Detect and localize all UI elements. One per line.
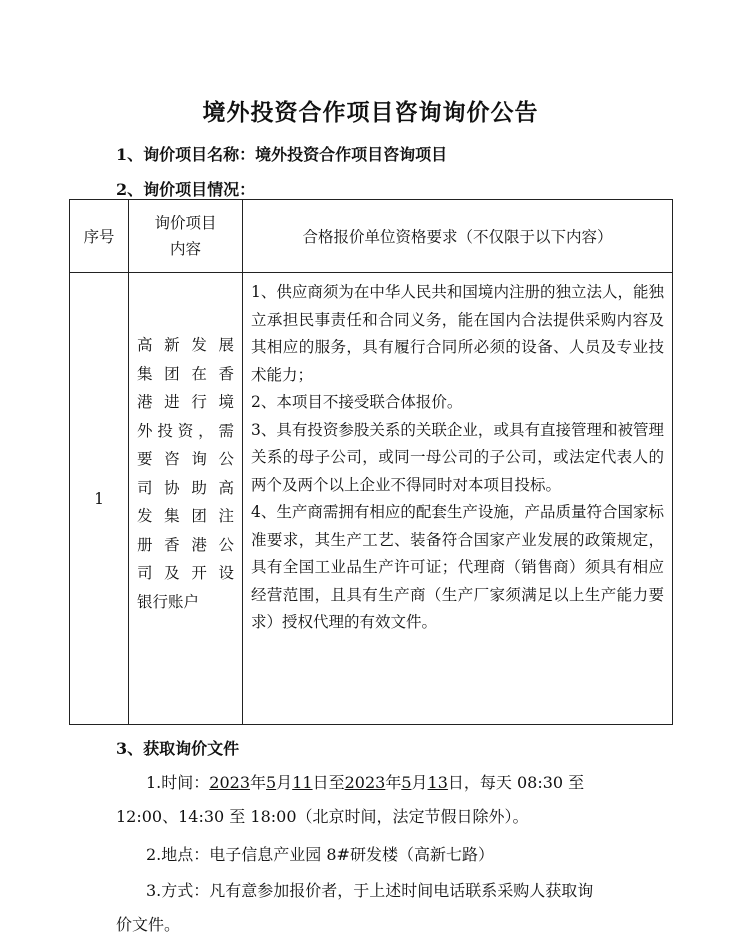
end-month: 5 [401, 773, 412, 792]
item-line: 高新发展 [137, 336, 234, 354]
text-month: 月 [276, 773, 293, 792]
start-year: 2023 [209, 773, 250, 792]
header-item [129, 200, 243, 273]
section-2-heading: 2、询价项目情况： [116, 180, 256, 199]
requirement-3: 3、具有投资参股关系的关联企业，或具有直接管理和被管理关系的母子公司，或同一母公司的子公司，或法定代表人的两个及两个以上企业不得同时对本项目投标。 [251, 420, 664, 494]
page-title: 境外投资合作项目咨询询价公告 [202, 99, 539, 126]
item-line: 发集团注 [137, 507, 234, 525]
text-month: 月 [411, 773, 428, 792]
time-line-1 [146, 770, 584, 793]
header-requirements: 合格报价单位资格要求（不仅限于以下内容） [243, 200, 673, 273]
end-year: 2023 [344, 773, 386, 792]
method-line-1: 3.方式：凡有意参加报价者，于上述时间电话联系采购人获取询 [146, 881, 594, 900]
table-header-row [70, 200, 673, 273]
header-item-line1: 询价项目 [154, 214, 217, 232]
time-prefix: 1.时间： [146, 773, 210, 792]
text-year: 年 [250, 773, 267, 792]
header-seq: 序号 [70, 200, 129, 273]
time-line-2: 12:00、14:30 至 18:00（北京时间，法定节假日除外）。 [116, 807, 529, 826]
item-line: 司及开设 [137, 564, 234, 582]
end-day: 13 [427, 773, 448, 792]
item-line: 要咨询公 [137, 450, 234, 468]
item-line: 港进行境 [137, 393, 234, 411]
start-day: 11 [292, 773, 313, 792]
item-line: 集团在香 [137, 364, 234, 383]
text-daily-hours: 日，每天 08:30 至 [447, 773, 585, 792]
section-3-heading: 3、获取询价文件 [116, 739, 240, 758]
requirement-4: 4、生产商需拥有相应的配套生产设施，产品质量符合国家标准要求，其生产工艺、装备符合国家产业发展的政策规定，具有全国工业品生产许可证；代理商（销售商）须具有相应经营范围，且具有生产商（生产厂家须满足以上生产能力要求）授权代理的有效文件。 [251, 503, 664, 631]
item-line: 银行账户 [137, 592, 200, 611]
location-line: 2.地点：电子信息产业园 8#研发楼（高新七路） [146, 845, 494, 864]
row-item-content [129, 273, 243, 725]
header-item-line2: 内容 [169, 240, 201, 258]
section-1-project-name: 1、询价项目名称：境外投资合作项目咨询项目 [116, 145, 448, 164]
text-day-to: 日至 [312, 773, 345, 792]
item-line: 司协助高 [137, 478, 234, 497]
item-line: 册香港公 [137, 535, 234, 554]
row-requirements [243, 273, 673, 725]
text-year: 年 [385, 773, 402, 792]
requirement-2: 2、本项目不接受联合体报价。 [251, 393, 463, 411]
requirements-table [69, 199, 673, 725]
method-line-2: 价文件。 [116, 915, 181, 934]
row-seq: 1 [70, 273, 129, 725]
start-month: 5 [266, 773, 277, 792]
requirement-1: 1、供应商须为在中华人民共和国境内注册的独立法人，能独立承担民事责任和合同义务，能在国内合法提供采购内容及其相应的服务，具有履行合同所必须的设备、人员及专业技术能力； [251, 283, 664, 384]
item-line: 外投资，需 [137, 421, 234, 440]
table-row [70, 273, 673, 725]
